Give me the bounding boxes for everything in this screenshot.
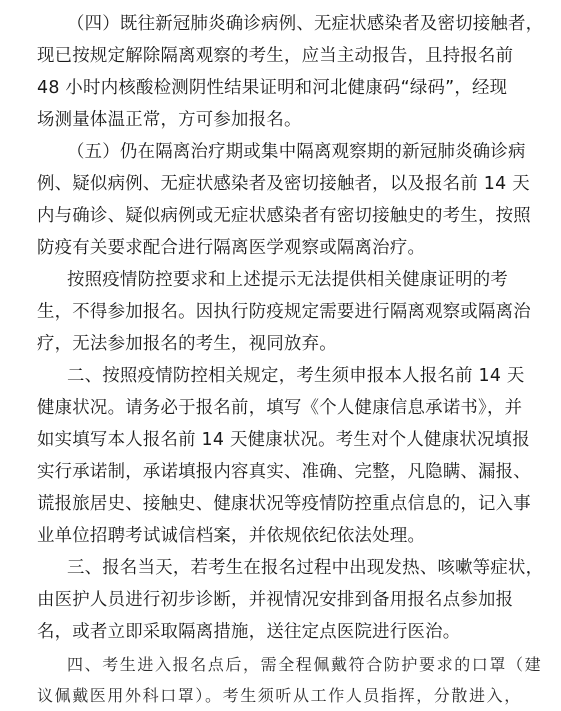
paragraph-section-4-masks: [0, 649, 561, 711]
text-line: （五）仍在隔离治疗期或集中隔离观察期的新冠肺炎确诊病: [67, 142, 526, 162]
text-line: 现已按规定解除隔离观察的考生，应当主动报告，且持报名前: [37, 46, 514, 66]
text-line: （四）既往新冠肺炎确诊病例、无症状感染者及密切接触者，: [67, 14, 544, 34]
text-line: 疗，无法参加报名的考生，视同放弃。: [37, 334, 337, 354]
text-line: 例、疑似病例、无症状感染者及密切接触者，以及报名前 14 天: [37, 174, 530, 194]
paragraph-4-previous-cases: [0, 8, 561, 136]
text-line: 议佩戴医用外科口罩）。考生须听从工作人员指挥，分散进入，: [37, 686, 522, 705]
paragraph-section-2-health-declaration: [0, 360, 561, 552]
text-line: 内与确诊、疑似病例或无症状感染者有密切接触史的考生，按照: [37, 206, 531, 226]
text-line: 实行承诺制，承诺填报内容真实、准确、完整，凡隐瞒、漏报、: [37, 462, 531, 482]
paragraph-section-3-registration-day: [0, 552, 561, 648]
text-line: 二、按照疫情防控相关规定，考生须申报本人报名前 14 天: [67, 366, 525, 386]
text-line: 场测量体温正常，方可参加报名。: [37, 110, 302, 130]
paragraph-health-certificate: [0, 264, 561, 360]
paragraph-5-in-isolation: [0, 136, 561, 264]
text-line: 谎报旅居史、接触史、健康状况等疫情防控重点信息的，记入事: [37, 494, 531, 514]
text-line: 48 小时内核酸检测阴性结果证明和河北健康码“绿码”，经现: [37, 78, 508, 98]
text-line: 由医护人员进行初步诊断，并视情况安排到备用报名点参加报: [37, 590, 514, 610]
text-line: 四、考生进入报名点后，需全程佩戴符合防护要求的口罩（建: [67, 655, 543, 674]
text-line: 如实填写本人报名前 14 天健康状况。考生对个人健康状况填报: [37, 430, 530, 450]
text-line: 三、报名当天，若考生在报名过程中出现发热、咳嗽等症状，: [67, 558, 544, 578]
text-line: 防疫有关要求配合进行隔离医学观察或隔离治疗。: [37, 238, 426, 258]
text-line: 业单位招聘考试诚信档案，并依规依纪依法处理。: [37, 526, 426, 546]
text-line: 按照疫情防控要求和上述提示无法提供相关健康证明的考: [67, 270, 509, 290]
text-line: 名，或者立即采取隔离措施，送往定点医院进行医治。: [37, 622, 461, 642]
text-line: 生，不得参加报名。因执行防疫规定需要进行隔离观察或隔离治: [37, 302, 531, 322]
text-line: 健康状况。请务必于报名前，填写《个人健康信息承诺书》，并: [37, 398, 523, 418]
